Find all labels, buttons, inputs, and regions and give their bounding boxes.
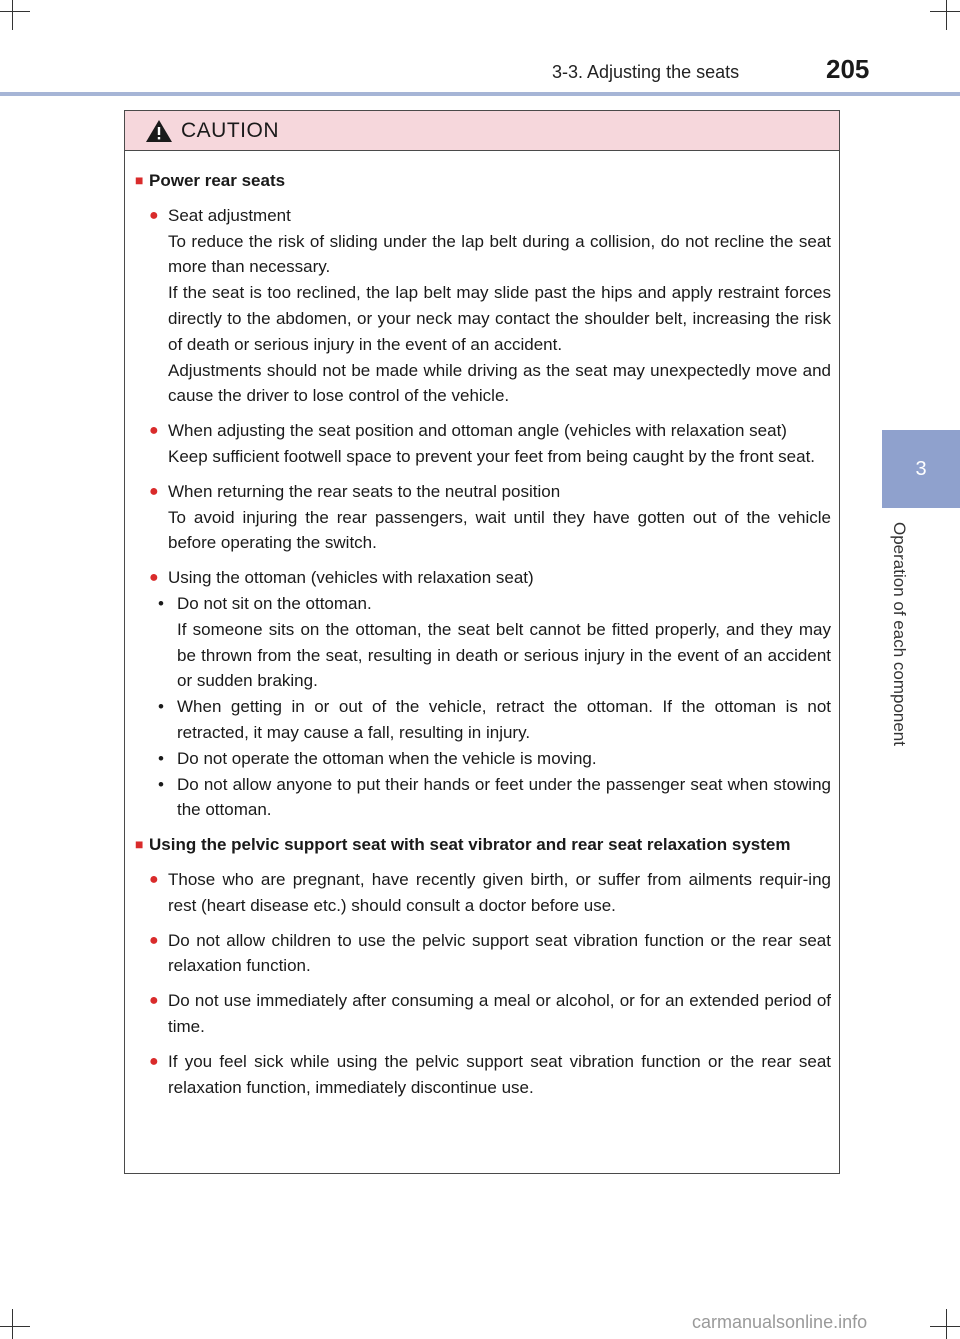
dot-bullet-icon: • (158, 697, 164, 717)
caution-body (125, 151, 839, 1100)
ottoman-bullet-list (135, 591, 831, 823)
circle-bullet-icon: ● (149, 482, 159, 500)
list-item: ● When adjusting the seat position and ottoman angle (vehicles with relaxation seat) Keep sufficient footwell space to prevent your feet from being caught by the front seat. (135, 418, 831, 470)
list-item: ● Do not use immediately after consuming a meal or alcohol, or for an extended period of time. (135, 988, 831, 1040)
list-item: ● Using the ottoman (vehicles with relaxation seat) (135, 565, 831, 591)
list-item: ● Seat adjustment To reduce the risk of sliding under the lap belt during a collision, do not recline the seat more than necessary. If the seat is too reclined, the lap belt may slide past the hips and apply restraint forces directly to the abdomen, or your neck may contact the shoulder belt, increasing the risk of death or serious injury in the event of an accident. Adjustments should not be made while driving as the seat may unexpectedly move and cause the driver to lose control of the vehicle. (135, 203, 831, 409)
crop-mark (946, 1309, 947, 1339)
crop-mark (0, 1326, 30, 1327)
crop-mark (930, 11, 960, 12)
crop-mark (0, 11, 30, 12)
list-item: ● Those who are pregnant, have recently given birth, or suffer from ailments requir-ing rest (heart disease etc.) should consult a doctor before use. (135, 867, 831, 919)
chapter-tab (882, 430, 960, 508)
square-bullet-icon: ■ (135, 172, 144, 188)
circle-bullet-icon: ● (149, 1052, 159, 1070)
header-rule (0, 92, 960, 96)
crop-mark (12, 0, 13, 30)
section-title: 3-3. Adjusting the seats (552, 62, 740, 82)
chapter-title: Operation of each component (890, 522, 909, 746)
dot-bullet-icon: • (158, 748, 164, 768)
dot-bullet-icon: • (158, 774, 164, 794)
square-bullet-icon: ■ (135, 836, 144, 853)
warning-icon (145, 119, 173, 143)
list-item: ● If you feel sick while using the pelvic support seat vibration function or the rear seat relaxation function, immediately discontinue use. (135, 1049, 831, 1101)
crop-mark (930, 1326, 960, 1327)
circle-bullet-icon: ● (149, 569, 159, 587)
section-heading: ■ Using the pelvic support seat with seat vibrator and rear seat relaxation system (135, 832, 831, 858)
watermark: carmanualsonline.info (692, 1312, 868, 1332)
circle-bullet-icon: ● (149, 931, 159, 949)
caution-header (125, 111, 839, 151)
page-number: 205 (826, 54, 870, 84)
circle-bullet-icon: ● (149, 992, 159, 1010)
sub-list-item: • Do not operate the ottoman when the vehicle is moving. (135, 746, 831, 772)
list-item: ● Do not allow children to use the pelvic support seat vibration function or the rear seat relaxation function. (135, 928, 831, 980)
sub-list-item: • When getting in or out of the vehicle, retract the ottoman. If the ottoman is not retracted, it may cause a fall, resulting in injury. (135, 694, 831, 746)
sub-list-item: • Do not sit on the ottoman. If someone sits on the ottoman, the seat belt cannot be fitted properly, and they may be thrown from the seat, resulting in death or serious injury in the event of an accident or sudden braking. (135, 591, 831, 694)
dot-bullet-icon: • (158, 593, 164, 613)
caution-title: CAUTION (181, 118, 279, 142)
circle-bullet-icon: ● (149, 206, 159, 224)
circle-bullet-icon: ● (149, 422, 159, 440)
sub-list-item: • Do not allow anyone to put their hands or feet under the passenger seat when stowing the ottoman. (135, 772, 831, 824)
circle-bullet-icon: ● (149, 870, 159, 888)
caution-box (124, 110, 840, 1174)
chapter-number: 3 (915, 457, 927, 480)
crop-mark (946, 0, 947, 30)
crop-mark (12, 1309, 13, 1339)
list-item: ● When returning the rear seats to the neutral position To avoid injuring the rear passengers, wait until they have gotten out of the vehicle before operating the switch. (135, 479, 831, 556)
section-heading: ■ Power rear seats (135, 168, 831, 194)
